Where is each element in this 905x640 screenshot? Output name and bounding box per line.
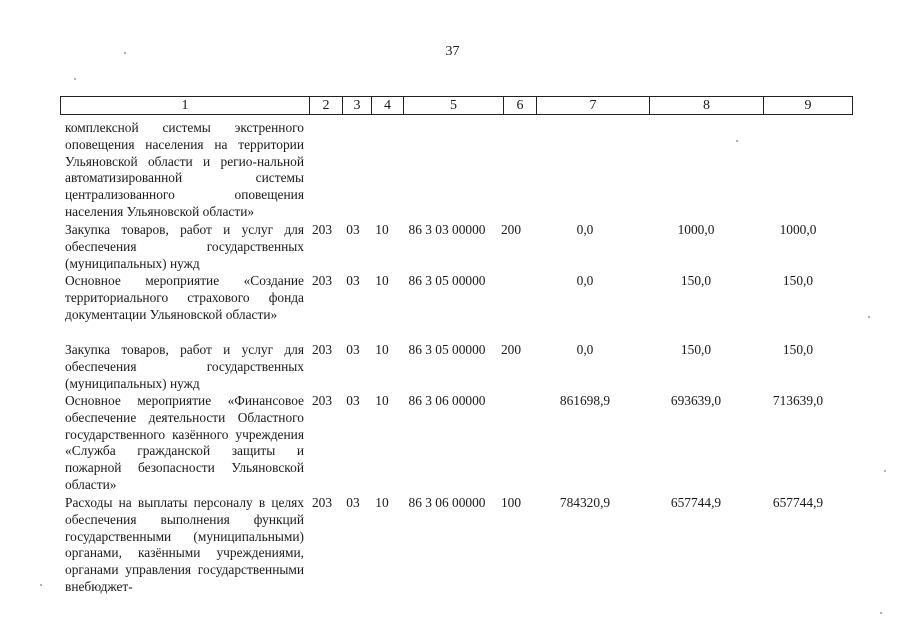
cell-target-article: 86 3 06 00000 <box>408 495 486 510</box>
column-header-7: 7 <box>537 97 650 115</box>
table-row <box>60 120 844 222</box>
cell-target-article: 86 3 05 00000 <box>408 273 486 288</box>
cell-amount-7: 861698,9 <box>559 393 611 408</box>
cell-section: 03 <box>346 393 360 408</box>
cell-expense-type: 200 <box>500 222 522 237</box>
cell-amount-8: 693639,0 <box>670 393 722 408</box>
column-header-8: 8 <box>650 97 764 115</box>
cell-amount-8: 657744,9 <box>670 495 722 510</box>
column-header-3: 3 <box>343 97 372 115</box>
cell-amount-7: 0,0 <box>576 222 594 237</box>
cell-expense-type: 200 <box>500 342 522 357</box>
cell-admin-code: 203 <box>311 273 333 288</box>
cell-expense-type: 100 <box>500 495 522 510</box>
row-description: Закупка товаров, работ и услуг для обеспечения государственных (муниципальных) нужд <box>65 222 304 271</box>
cell-section: 03 <box>346 342 360 357</box>
scan-speck <box>736 140 738 142</box>
page-number: 37 <box>445 44 460 59</box>
cell-subsection: 10 <box>375 393 389 408</box>
table-row <box>60 495 844 597</box>
cell-subsection: 10 <box>375 495 389 510</box>
column-header-2: 2 <box>310 97 343 115</box>
cell-amount-7: 0,0 <box>576 273 594 288</box>
cell-amount-9: 150,0 <box>782 342 814 357</box>
cell-amount-9: 713639,0 <box>772 393 824 408</box>
cell-admin-code: 203 <box>311 222 333 237</box>
cell-amount-9: 657744,9 <box>772 495 824 510</box>
row-description: комплексной системы экстренного оповещения населения на территории Ульяновской области и регио-нальной автоматизированной системы централизованного оповещения населения Ульяновской области» <box>65 120 304 219</box>
column-header-table <box>60 96 853 115</box>
cell-amount-8: 150,0 <box>680 273 712 288</box>
column-header-6: 6 <box>504 97 537 115</box>
row-description: Основное мероприятие «Создание территориального страхового фонда документации Ульяновской области» <box>65 273 304 322</box>
scan-speck <box>124 52 126 54</box>
scan-speck <box>868 316 870 318</box>
cell-amount-7: 0,0 <box>576 342 594 357</box>
row-description: Закупка товаров, работ и услуг для обеспечения государственных (муниципальных) нужд <box>65 342 304 391</box>
table-row <box>60 393 844 495</box>
cell-amount-8: 150,0 <box>680 342 712 357</box>
table-row <box>60 342 844 393</box>
row-description: Основное мероприятие «Финансовое обеспечение деятельности Областного государственного казённого учреждения «Служба гражданской защиты и пожарной безопасности Ульяновской области» <box>65 393 304 492</box>
cell-target-article: 86 3 03 00000 <box>408 222 486 237</box>
cell-amount-7: 784320,9 <box>559 495 611 510</box>
cell-amount-8: 1000,0 <box>677 222 715 237</box>
cell-section: 03 <box>346 495 360 510</box>
cell-subsection: 10 <box>375 342 389 357</box>
cell-section: 03 <box>346 273 360 288</box>
scan-speck <box>884 470 886 472</box>
row-description: Расходы на выплаты персоналу в целях обеспечения выполнения функций государственными (муниципальными) органами, казёнными учреждениями, органами управления государственными внебюджет- <box>65 495 304 594</box>
cell-subsection: 10 <box>375 222 389 237</box>
scan-speck <box>74 78 76 80</box>
scan-speck <box>880 612 882 614</box>
column-header-9: 9 <box>764 97 853 115</box>
cell-amount-9: 150,0 <box>782 273 814 288</box>
column-header-row <box>61 97 853 115</box>
cell-section: 03 <box>346 222 360 237</box>
cell-admin-code: 203 <box>311 393 333 408</box>
column-header-1: 1 <box>61 97 310 115</box>
cell-admin-code: 203 <box>311 342 333 357</box>
table-row <box>60 273 844 342</box>
table-body <box>60 120 844 597</box>
cell-admin-code: 203 <box>311 495 333 510</box>
cell-target-article: 86 3 05 00000 <box>408 342 486 357</box>
scan-speck <box>40 584 42 586</box>
cell-amount-9: 1000,0 <box>779 222 817 237</box>
column-header-5: 5 <box>404 97 504 115</box>
cell-subsection: 10 <box>375 273 389 288</box>
table-row <box>60 222 844 273</box>
cell-target-article: 86 3 06 00000 <box>408 393 486 408</box>
column-header-4: 4 <box>372 97 404 115</box>
